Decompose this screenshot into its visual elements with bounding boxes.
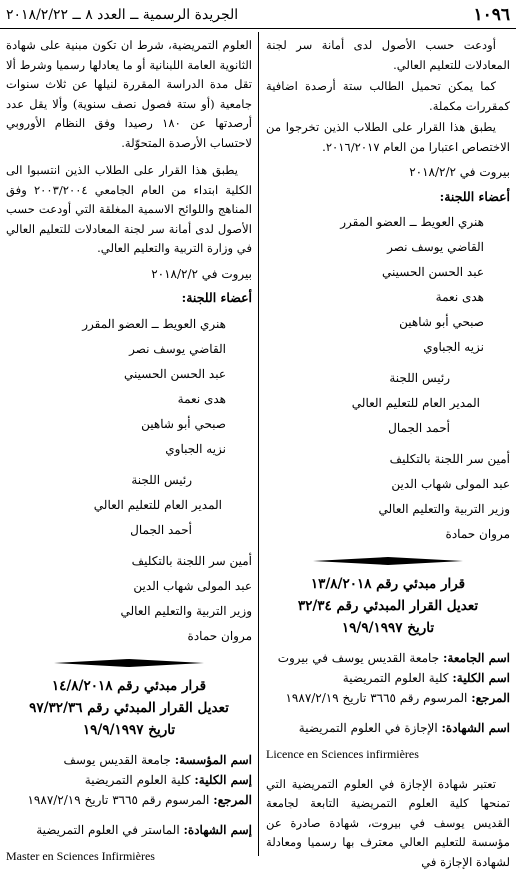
signature-line: أمين سر اللجنة بالتكليف (131, 553, 252, 568)
paragraph: أودعت حسب الأصول لدى أمانة سر لجنة المعادلات للتعليم العالي. (266, 38, 510, 72)
reference-field: المرجع: المرسوم رقم ٣٦٦٥ تاريخ ١٩٨٧/٢/١٩ (27, 792, 252, 807)
signature-block (6, 551, 252, 647)
signature-line: مروان حمادة (445, 527, 510, 541)
signature-line: المدير العام للتعليم العالي (351, 396, 480, 410)
paragraph: كما يمكن تحميل الطالب ستة أرصدة اضافية كمقررات مكملة. (266, 79, 510, 113)
signature-line: رئيس اللجنة (389, 371, 450, 385)
latin-certificate-name: Licence en Sciences infirmières (266, 747, 419, 761)
faculty-field: إسم الكلية: كلية العلوم التمريضية (84, 772, 252, 787)
section-ornament (266, 557, 510, 565)
signature-line: عبد المولى شهاب الدين (133, 578, 252, 593)
committee-title: أعضاء اللجنة: (181, 290, 252, 305)
decree-date: تاريخ ١٩/٩/١٩٩٧ (82, 721, 176, 738)
page-header (0, 0, 516, 29)
left-column (6, 36, 252, 876)
certificate-field: إسم الشهادة: الماستر في العلوم التمريضية (36, 822, 252, 837)
paragraph: العلوم التمريضية، شرط ان تكون مبنية على شهادة الثانوية العامة اللبنانية أو ما يعادلها رسميا وشرط ألا تقل مدة الدراسة المقررة لنيلها عن ثلاث سنوات جامعية (أو ستة فصول نصف سنوية) وألا يقل عدد أرصدتها عن ١٨٠ رصيدا وفق النظام الأوروبي لاحتساب الأرصدة المتحوّلة. (6, 38, 253, 150)
decree-date: تاريخ ١٩/٩/١٩٩٧ (341, 620, 435, 636)
committee-title: أعضاء اللجنة: (439, 188, 510, 204)
signature-line: أحمد الجمال (388, 421, 450, 435)
signature-line: المدير العام للتعليم العالي (93, 497, 222, 512)
committee-member: صبحي أبو شاهين (399, 315, 484, 329)
section-ornament (6, 659, 252, 667)
page-number: ١٠٩٦ (473, 5, 510, 25)
signature-line: رئيس اللجنة (131, 472, 192, 487)
committee-member: هنري العويط ــ العضو المقرر (340, 215, 484, 229)
paragraph: تعتبر شهادة الإجازة في العلوم التمريضية التي تمنحها كلية العلوم التمريضية التابعة لجامعة القديس يوسف في بيروت، شهادة صادرة عن مؤسسة للتعليم العالي معترف بها رسميا ومعادلة لشهادة الإجازة في (266, 776, 510, 869)
signature-line: أمين سر اللجنة بالتكليف (389, 452, 510, 466)
right-column (266, 36, 510, 874)
latin-certificate-name: Master en Sciences Infirmières (6, 848, 155, 863)
committee-member: هدى نعمة (435, 290, 484, 304)
signature-line: عبد المولى شهاب الدين (391, 477, 510, 491)
certificate-field: اسم الشهادة: الإجازة في العلوم التمريضية (298, 721, 510, 735)
committee-member: هنري العويط ــ العضو المقرر (82, 316, 226, 331)
committee-member: القاضي يوسف نصر (129, 341, 226, 356)
decree-title: قرار مبدئي رقم ١٤/٨/٢٠١٨ (51, 677, 207, 694)
signature-line: مروان حمادة (187, 628, 252, 643)
committee-member: نزيه الجباوي (165, 441, 226, 456)
decree-subtitle: تعديل القرار المبدئي رقم ٩٧/٣٢/٣٦ (29, 699, 229, 716)
signature-block (6, 470, 252, 541)
decree-title: قرار مبدئي رقم ١٣/٨/٢٠١٨ (310, 576, 466, 592)
paragraph: يطبق هذا القرار على الطلاب الذين تخرجوا من الاختصاص اعتبارا من العام ٢٠١٦/٢٠١٧. (266, 120, 510, 154)
column-divider (258, 32, 259, 856)
faculty-field: اسم الكلية: كلية العلوم التمريضية (342, 671, 510, 685)
institution-field: اسم المؤسسة: جامعة القديس يوسف (63, 752, 252, 767)
committee-member: هدى نعمة (177, 391, 226, 406)
signature-block (266, 368, 510, 439)
signature-block (266, 449, 510, 545)
signature-line: وزير التربية والتعليم العالي (378, 502, 510, 516)
university-field: اسم الجامعة: جامعة القديس يوسف في بيروت (277, 651, 510, 665)
committee-member: عبد الحسن الحسيني (382, 265, 484, 279)
decision-date: بيروت في ٢٠١٨/٢/٢ (151, 266, 252, 281)
signature-line: أحمد الجمال (130, 522, 192, 537)
reference-field: المرجع: المرسوم رقم ٣٦٦٥ تاريخ ١٩٨٧/٢/١٩ (285, 691, 510, 705)
committee-member: عبد الحسن الحسيني (124, 366, 226, 381)
decree-subtitle: تعديل القرار المبدئي رقم ٣٢/٣٤ (297, 598, 479, 614)
decision-date: بيروت في ٢٠١٨/٢/٢ (409, 165, 510, 179)
signature-line: وزير التربية والتعليم العالي (120, 603, 252, 618)
committee-member: صبحي أبو شاهين (141, 416, 226, 431)
paragraph: يطبق هذا القرار على الطلاب الذين انتسبوا الى الكلية ابتداء من العام الجامعي ٢٠٠٣/٢٠٠٤ وفق المناهج واللوائح الاسمية المغلقة التي أودعت حسب الأصول لدى أمانة سر لجنة المعادلات للتعليم العالي في وزارة التربية والتعليم العالي. (6, 163, 253, 255)
committee-member: نزيه الجباوي (423, 340, 484, 354)
gazette-title: الجريدة الرسمية ــ العدد ٨ ــ ٢٠١٨/٢/٢٢ (6, 7, 239, 23)
committee-member: القاضي يوسف نصر (387, 240, 484, 254)
